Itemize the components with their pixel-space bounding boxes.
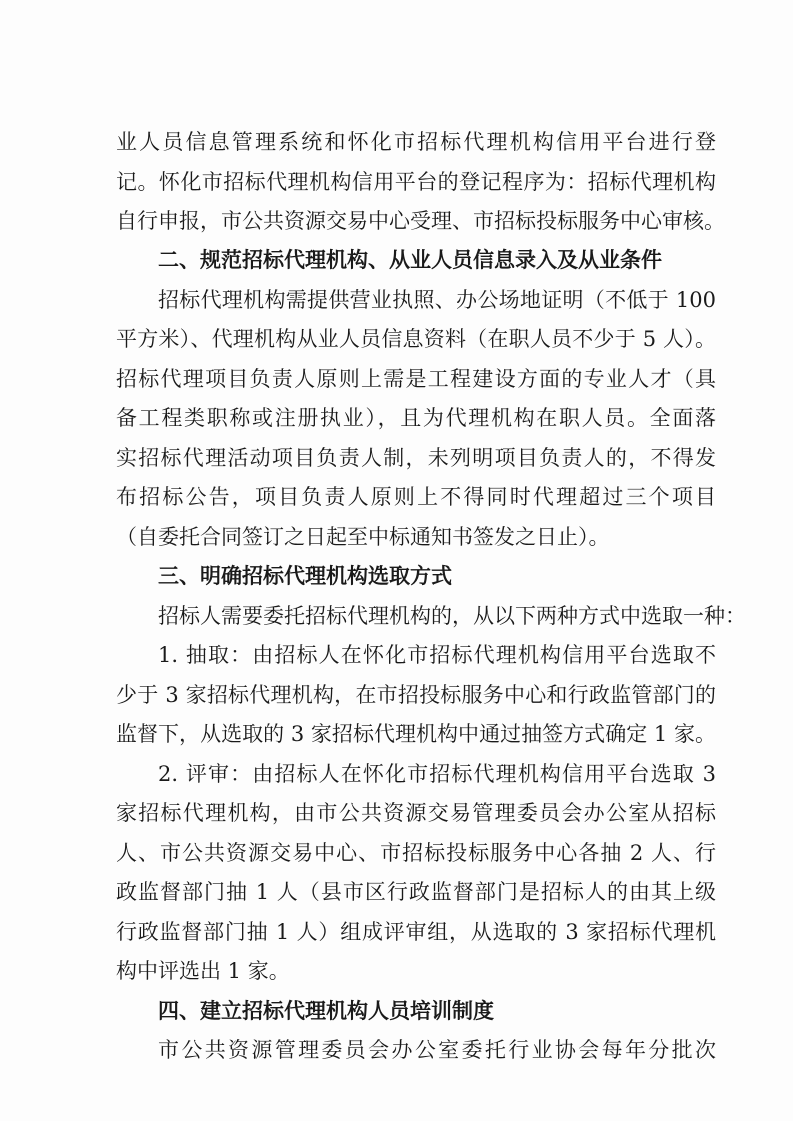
paragraph-line: 家招标代理机构，由市公共资源交易管理委员会办公室从招标 — [116, 801, 716, 825]
paragraph-line: 构中评选出 1 家。 — [116, 959, 290, 983]
paragraph-line: 自行申报，市公共资源交易中心受理、市招标投标服务中心审核。 — [116, 209, 725, 233]
paragraph-line: 布招标公告，项目负责人原则上不得同时代理超过三个项目 — [116, 485, 716, 509]
paragraph-line: 2. 评审：由招标人在怀化市招标代理机构信用平台选取 3 — [158, 762, 716, 786]
paragraph-line: 记。怀化市招标代理机构信用平台的登记程序为：招标代理机构 — [116, 170, 716, 194]
paragraph-line: 1. 抽取：由招标人在怀化市招标代理机构信用平台选取不 — [158, 643, 716, 667]
paragraph-line: 业人员信息管理系统和怀化市招标代理机构信用平台进行登 — [116, 130, 716, 154]
paragraph-line: 行政监督部门抽 1 人）组成评审组，从选取的 3 家招标代理机 — [116, 920, 716, 944]
paragraph-line: 实招标代理活动项目负责人制，未列明项目负责人的，不得发 — [116, 446, 716, 470]
paragraph-line: 招标代理项目负责人原则上需是工程建设方面的专业人才（具 — [116, 367, 716, 391]
paragraph-line: （自委托合同签订之日起至中标通知书签发之日止）。 — [116, 525, 610, 549]
paragraph-line: 监督下，从选取的 3 家招标代理机构中通过抽签方式确定 1 家。 — [116, 722, 716, 746]
paragraph-line: 招标代理机构需提供营业执照、办公场地证明（不低于 100 — [158, 288, 716, 312]
paragraph-line: 政监督部门抽 1 人（县市区行政监督部门是招标人的由其上级 — [116, 880, 716, 904]
paragraph-line: 招标人需要委托招标代理机构的，从以下两种方式中选取一种： — [158, 604, 746, 628]
paragraph-line: 人、市公共资源交易中心、市招标投标服务中心各抽 2 人、行 — [116, 841, 716, 865]
paragraph-line: 少于 3 家招标代理机构，在市招投标服务中心和行政监管部门的 — [116, 683, 716, 707]
paragraph-line: 备工程类职称或注册执业），且为代理机构在职人员。全面落 — [116, 406, 716, 430]
paragraph-line: 市公共资源管理委员会办公室委托行业协会每年分批次 — [158, 1038, 716, 1062]
paragraph-line: 平方米）、代理机构从业人员信息资料（在职人员不少于 5 人）。 — [116, 327, 716, 351]
section-heading: 二、规范招标代理机构、从业人员信息录入及从业条件 — [158, 248, 662, 272]
section-heading: 四、建立招标代理机构人员培训制度 — [158, 999, 494, 1023]
section-heading: 三、明确招标代理机构选取方式 — [158, 564, 452, 588]
